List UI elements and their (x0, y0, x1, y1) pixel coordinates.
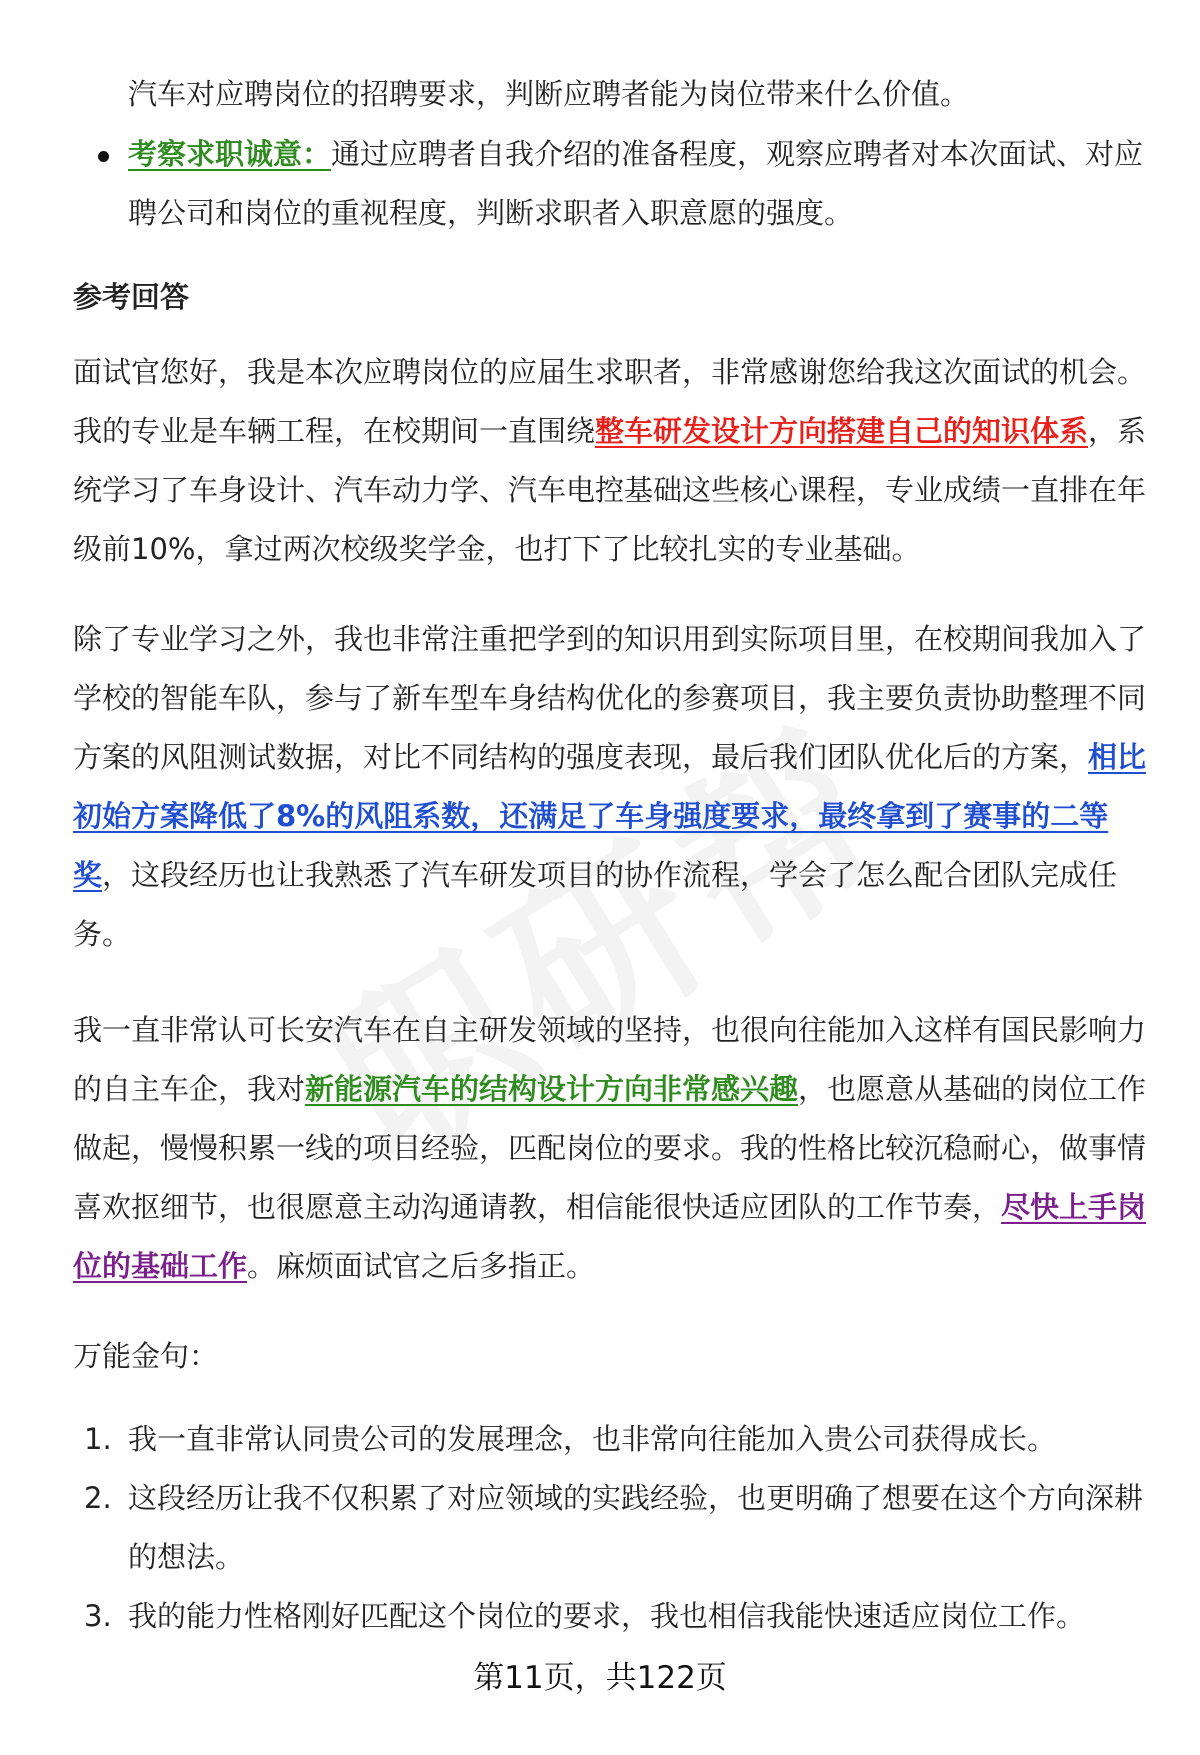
answer-paragraph-3 (73, 1001, 1149, 1296)
list-item (84, 1469, 1148, 1587)
p2-text-b: ，这段经历也让我熟悉了汽车研发项目的协作流程，学会了怎么配合团队完成任务。 (73, 858, 1118, 951)
intro-continuation: 汽车对应聘岗位的招聘要求，判断应聘者能为岗位带来什么价值。 (128, 77, 970, 111)
list-number: 3. (84, 1599, 112, 1633)
bullet-text: 通过应聘者自我介绍的准备程度，观察应聘者对本次面试、对应聘公司和岗位的重视程度，判断求职者入职意愿的强度。 (128, 137, 1144, 230)
list-number: 1. (84, 1422, 112, 1456)
list-item (84, 1410, 1148, 1469)
p2-text-a: 除了专业学习之外，我也非常注重把学到的知识用到实际项目里，在校期间我加入了学校的智能车队，参与了新车型车身结构优化的参赛项目，我主要负责协助整理不同方案的风阻测试数据，对比不同结构的强度表现，最后我们团队优化后的方案， (73, 622, 1147, 774)
p3-highlight-1: 新能源汽车的结构设计方向非常感兴趣 (305, 1072, 799, 1106)
golden-sentences-title: 万能金句： (73, 1339, 219, 1373)
section-heading: 参考回答 (73, 280, 190, 314)
bullet-item-sincerity (128, 125, 1148, 243)
p1-text-a: 面试官您好，我是本次应聘岗位的应届生求职者，非常感谢您给我这次面试的机会。我的专业是车辆工程，在校期间一直围绕 (73, 355, 1147, 448)
list-number: 2. (84, 1481, 112, 1515)
answer-paragraph-1 (73, 343, 1149, 579)
list-item-text: 我的能力性格刚好匹配这个岗位的要求，我也相信我能快速适应岗位工作。 (128, 1599, 1086, 1633)
page-footer: 第11页，共122页 (473, 1660, 727, 1696)
p3-highlight-2: 尽快上手岗位的基础工作 (73, 1190, 1147, 1283)
p1-text-b: ，系统学习了车身设计、汽车动力学、汽车电控基础这些核心课程，专业成绩一直排在年级前10%，拿过两次校级奖学金，也打下了比较扎实的专业基础。 (73, 414, 1147, 566)
list-item-text: 这段经历让我不仅积累了对应领域的实践经验，也更明确了想要在这个方向深耕的想法。 (128, 1481, 1144, 1574)
bullet-dot-icon (98, 151, 109, 162)
p2-highlight: 相比初始方案降低了8%的风阻系数，还满足了车身强度要求，最终拿到了赛事的二等奖 (73, 740, 1147, 892)
p1-highlight: 整车研发设计方向搭建自己的知识体系 (595, 414, 1089, 448)
list-item-text: 我一直非常认同贵公司的发展理念，也非常向往能加入贵公司获得成长。 (128, 1422, 1057, 1456)
p3-text-c: 。麻烦面试官之后多指正。 (247, 1249, 596, 1283)
p3-text-a: 我一直非常认可长安汽车在自主研发领域的坚持，也很向往能加入这样有国民影响力的自主车企，我对 (73, 1013, 1147, 1106)
list-item (84, 1587, 1148, 1646)
p3-text-b: ，也愿意从基础的岗位工作做起，慢慢积累一线的项目经验，匹配岗位的要求。我的性格比较沉稳耐心，做事情喜欢抠细节，也很愿意主动沟通请教，相信能很快适应团队的工作节奏， (73, 1072, 1147, 1224)
bullet-label: 考察求职诚意： (128, 137, 332, 171)
answer-paragraph-2 (73, 610, 1149, 964)
